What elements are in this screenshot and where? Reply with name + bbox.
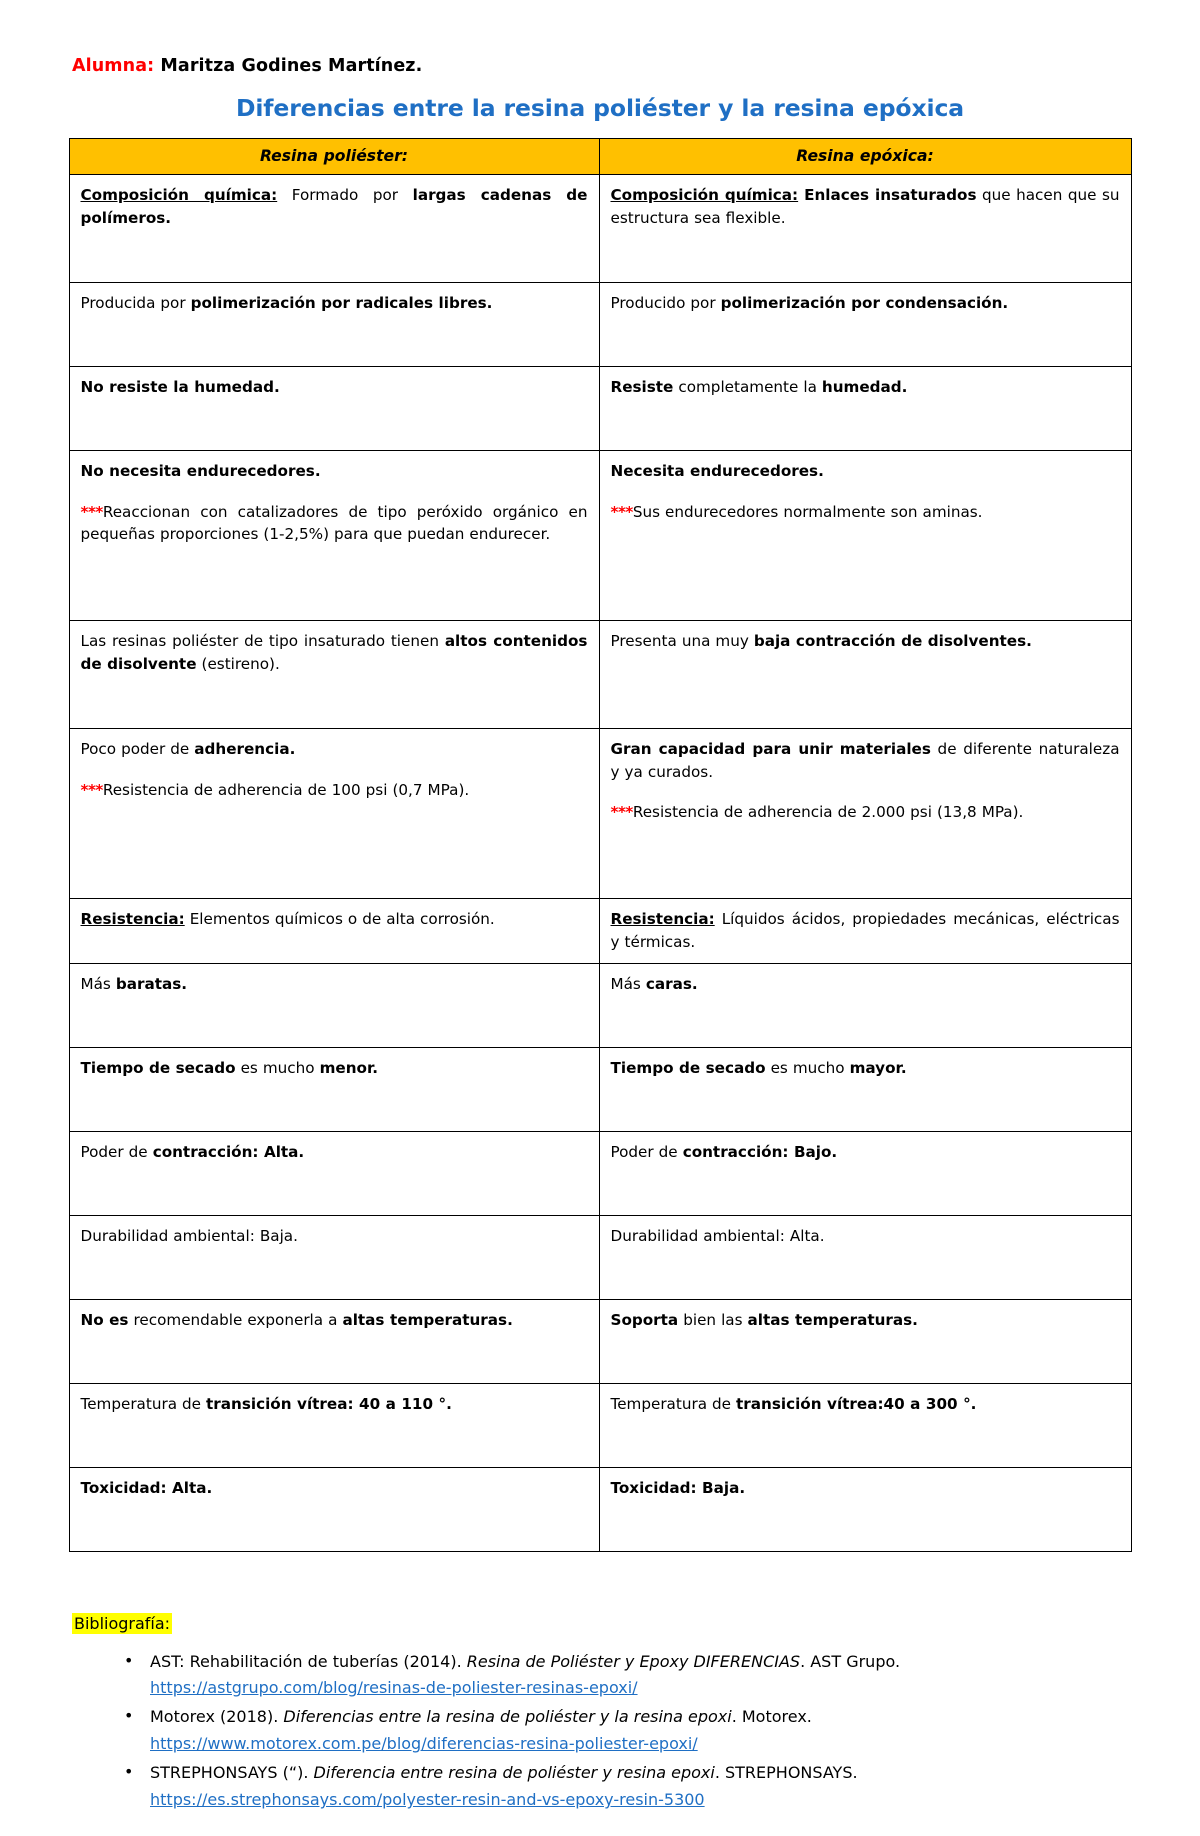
reference-publisher: . Motorex.	[731, 1707, 812, 1727]
reference-publisher: . STREPHONSAYS.	[714, 1763, 858, 1783]
comparison-table	[69, 138, 1132, 1552]
bibliography-heading	[72, 1614, 172, 1633]
cell-bold: transición vítrea: 40 a 110 °.	[206, 1394, 452, 1413]
table-row	[69, 963, 1131, 1047]
table-row	[69, 1131, 1131, 1215]
table-row	[69, 1299, 1131, 1383]
cell-vitrea-left	[69, 1383, 599, 1467]
cell-note: Reaccionan con catalizadores de tipo peróxido orgánico en pequeñas proporciones (1-2,5%) para que puedan endurecer.	[80, 502, 588, 543]
cell-text: que hacen que su estructura sea flexible.	[610, 186, 1120, 227]
table-row	[69, 367, 1131, 451]
cell-bold: Enlaces insaturados	[798, 186, 977, 205]
cell-durabilidad-left	[69, 1215, 599, 1299]
cell-text: Poder de	[80, 1142, 153, 1161]
list-item	[150, 1704, 1092, 1757]
column-header-epoxy: Resina epóxica:	[599, 138, 1131, 175]
cell-contraccion-right	[599, 1131, 1131, 1215]
cell-bold: caras.	[645, 974, 698, 993]
reference-author: AST: Rehabilitación de tuberías (2014).	[150, 1651, 467, 1671]
cell-humedad-right	[599, 367, 1131, 451]
cell-text: Más	[80, 974, 116, 993]
cell-composicion-right	[599, 175, 1131, 283]
cell-temperaturas-left	[69, 1299, 599, 1383]
cell-lead: Composición química:	[80, 186, 278, 205]
cell-polimerizacion-right	[599, 283, 1131, 367]
cell-bold: altas temperaturas.	[342, 1310, 513, 1329]
cell-text: Formado por	[277, 186, 413, 205]
cell-bold: Toxicidad: Baja.	[610, 1478, 746, 1497]
reference-url-link[interactable]: https://astgrupo.com/blog/resinas-de-poliester-resinas-epoxi/	[150, 1678, 638, 1698]
reference-publisher: . AST Grupo.	[800, 1651, 901, 1671]
cell-bold: Toxicidad: Alta.	[80, 1478, 213, 1497]
student-name: Maritza Godines Martínez.	[160, 56, 423, 76]
cell-text: bien las	[678, 1310, 748, 1329]
cell-note: Sus endurecedores normalmente son aminas.	[632, 502, 983, 521]
table-row	[69, 283, 1131, 367]
cell-text: Durabilidad ambiental: Baja.	[80, 1226, 298, 1245]
cell-text: Poco poder de	[80, 740, 195, 759]
student-label: Alumna:	[72, 56, 155, 76]
cell-bold-lead: Resiste	[610, 378, 674, 397]
cell-lead: Resistencia:	[610, 910, 715, 929]
table-row	[69, 1467, 1131, 1551]
cell-bold: polimerización por radicales libres.	[190, 294, 493, 313]
cell-vitrea-right	[599, 1383, 1131, 1467]
asterisk-marker: ***	[80, 502, 103, 521]
cell-text: Líquidos ácidos, propiedades mecánicas, eléctricas y térmicas.	[610, 910, 1120, 951]
table-row	[69, 729, 1131, 899]
reference-author: STREPHONSAYS (“).	[150, 1763, 314, 1783]
bibliography-heading-label: Bibliografía:	[74, 1613, 171, 1633]
cell-text: Producida por	[80, 294, 191, 313]
asterisk-marker: ***	[610, 502, 633, 521]
reference-author: Motorex (2018).	[150, 1707, 284, 1727]
cell-bold: contracción: Alta.	[152, 1142, 305, 1161]
cell-durabilidad-right	[599, 1215, 1131, 1299]
cell-text: Más	[610, 974, 646, 993]
cell-bold-lead: Tiempo de secado	[80, 1058, 236, 1077]
cell-bold: altos contenidos de disolvente	[80, 632, 588, 673]
cell-text: completamente la	[673, 378, 822, 397]
cell-resistencia-left	[69, 899, 599, 963]
cell-text: Las resinas poliéster de tipo insaturado tienen	[80, 632, 445, 651]
cell-bold: contracción: Bajo.	[682, 1142, 838, 1161]
list-item	[150, 1649, 1092, 1702]
table-row	[69, 175, 1131, 283]
cell-text: es mucho	[765, 1058, 850, 1077]
table-row	[69, 899, 1131, 963]
page-title: Diferencias entre la resina poliéster y la resina epóxica	[235, 93, 965, 122]
cell-adherencia-right	[599, 729, 1131, 899]
reference-url-link[interactable]: https://es.strephonsays.com/polyester-resin-and-vs-epoxy-resin-5300	[150, 1790, 705, 1810]
cell-tail: (estireno).	[196, 654, 280, 673]
cell-toxicidad-left	[69, 1467, 599, 1551]
cell-disolvente-right	[599, 621, 1131, 729]
cell-bold-lead: No es	[80, 1310, 129, 1329]
cell-bold: baratas.	[115, 974, 188, 993]
cell-text: Presenta una muy	[610, 632, 754, 651]
cell-bold: No resiste la humedad.	[80, 378, 280, 397]
cell-bold: menor.	[319, 1058, 379, 1077]
cell-text: Temperatura de	[610, 1394, 737, 1413]
cell-lead: Composición química:	[610, 186, 799, 205]
table-row	[69, 1383, 1131, 1467]
cell-bold: humedad.	[821, 378, 908, 397]
cell-bold: adherencia.	[194, 740, 296, 759]
cell-bold: transición vítrea:40 a 300 °.	[736, 1394, 977, 1413]
list-item	[150, 1760, 1092, 1813]
cell-text: Elementos químicos o de alta corrosión.	[184, 910, 495, 929]
table-row	[69, 1215, 1131, 1299]
cell-temperaturas-right	[599, 1299, 1131, 1383]
cell-endurecedores-left	[69, 451, 599, 621]
cell-text: Poder de	[610, 1142, 683, 1161]
table-row	[69, 621, 1131, 729]
cell-text: es mucho	[235, 1058, 320, 1077]
reference-title: Diferencia entre resina de poliéster y resina epoxi	[313, 1763, 715, 1783]
bibliography-list	[68, 1649, 1132, 1813]
reference-title: Resina de Poliéster y Epoxy DIFERENCIAS	[466, 1651, 801, 1671]
cell-secado-left	[69, 1047, 599, 1131]
cell-text: Producido por	[610, 294, 721, 313]
asterisk-marker: ***	[610, 802, 633, 821]
table-row	[69, 451, 1131, 621]
cell-note: Resistencia de adherencia de 100 psi (0,7 MPa).	[102, 780, 470, 799]
cell-bold-lead: Tiempo de secado	[610, 1058, 766, 1077]
student-line	[72, 56, 1132, 78]
cell-polimerizacion-left	[69, 283, 599, 367]
cell-text: recomendable exponerla a	[128, 1310, 343, 1329]
cell-endurecedores-right	[599, 451, 1131, 621]
cell-precio-left	[69, 963, 599, 1047]
cell-bold: largas cadenas de polímeros.	[80, 186, 588, 227]
cell-lead: Resistencia:	[80, 910, 185, 929]
cell-toxicidad-right	[599, 1467, 1131, 1551]
cell-resistencia-right	[599, 899, 1131, 963]
cell-bold: mayor.	[849, 1058, 907, 1077]
cell-text: Temperatura de	[80, 1394, 207, 1413]
cell-bold: polimerización por condensación.	[720, 294, 1009, 313]
reference-url-link[interactable]: https://www.motorex.com.pe/blog/diferencias-resina-poliester-epoxi/	[150, 1734, 698, 1754]
cell-bold: No necesita endurecedores.	[80, 462, 321, 481]
reference-title: Diferencias entre la resina de poliéster y la resina epoxi	[283, 1707, 732, 1727]
cell-bold: baja contracción de disolventes.	[753, 632, 1032, 651]
cell-humedad-left	[69, 367, 599, 451]
cell-bold: Necesita endurecedores.	[610, 462, 824, 481]
asterisk-marker: ***	[80, 780, 103, 799]
cell-bold: altas temperaturas.	[747, 1310, 918, 1329]
cell-text: de diferente naturaleza y ya curados.	[610, 740, 1120, 781]
cell-contraccion-left	[69, 1131, 599, 1215]
cell-secado-right	[599, 1047, 1131, 1131]
table-body	[69, 175, 1131, 1551]
cell-text: Durabilidad ambiental: Alta.	[610, 1226, 825, 1245]
cell-adherencia-left	[69, 729, 599, 899]
table-header-row	[69, 138, 1131, 175]
table-row	[69, 1047, 1131, 1131]
column-header-polyester: Resina poliéster:	[69, 138, 599, 175]
cell-composicion-left	[69, 175, 599, 283]
cell-bold: Gran capacidad para unir materiales	[610, 740, 931, 759]
cell-disolvente-left	[69, 621, 599, 729]
cell-precio-right	[599, 963, 1131, 1047]
cell-note: Resistencia de adherencia de 2.000 psi (13,8 MPa).	[632, 802, 1024, 821]
cell-bold-lead: Soporta	[610, 1310, 679, 1329]
